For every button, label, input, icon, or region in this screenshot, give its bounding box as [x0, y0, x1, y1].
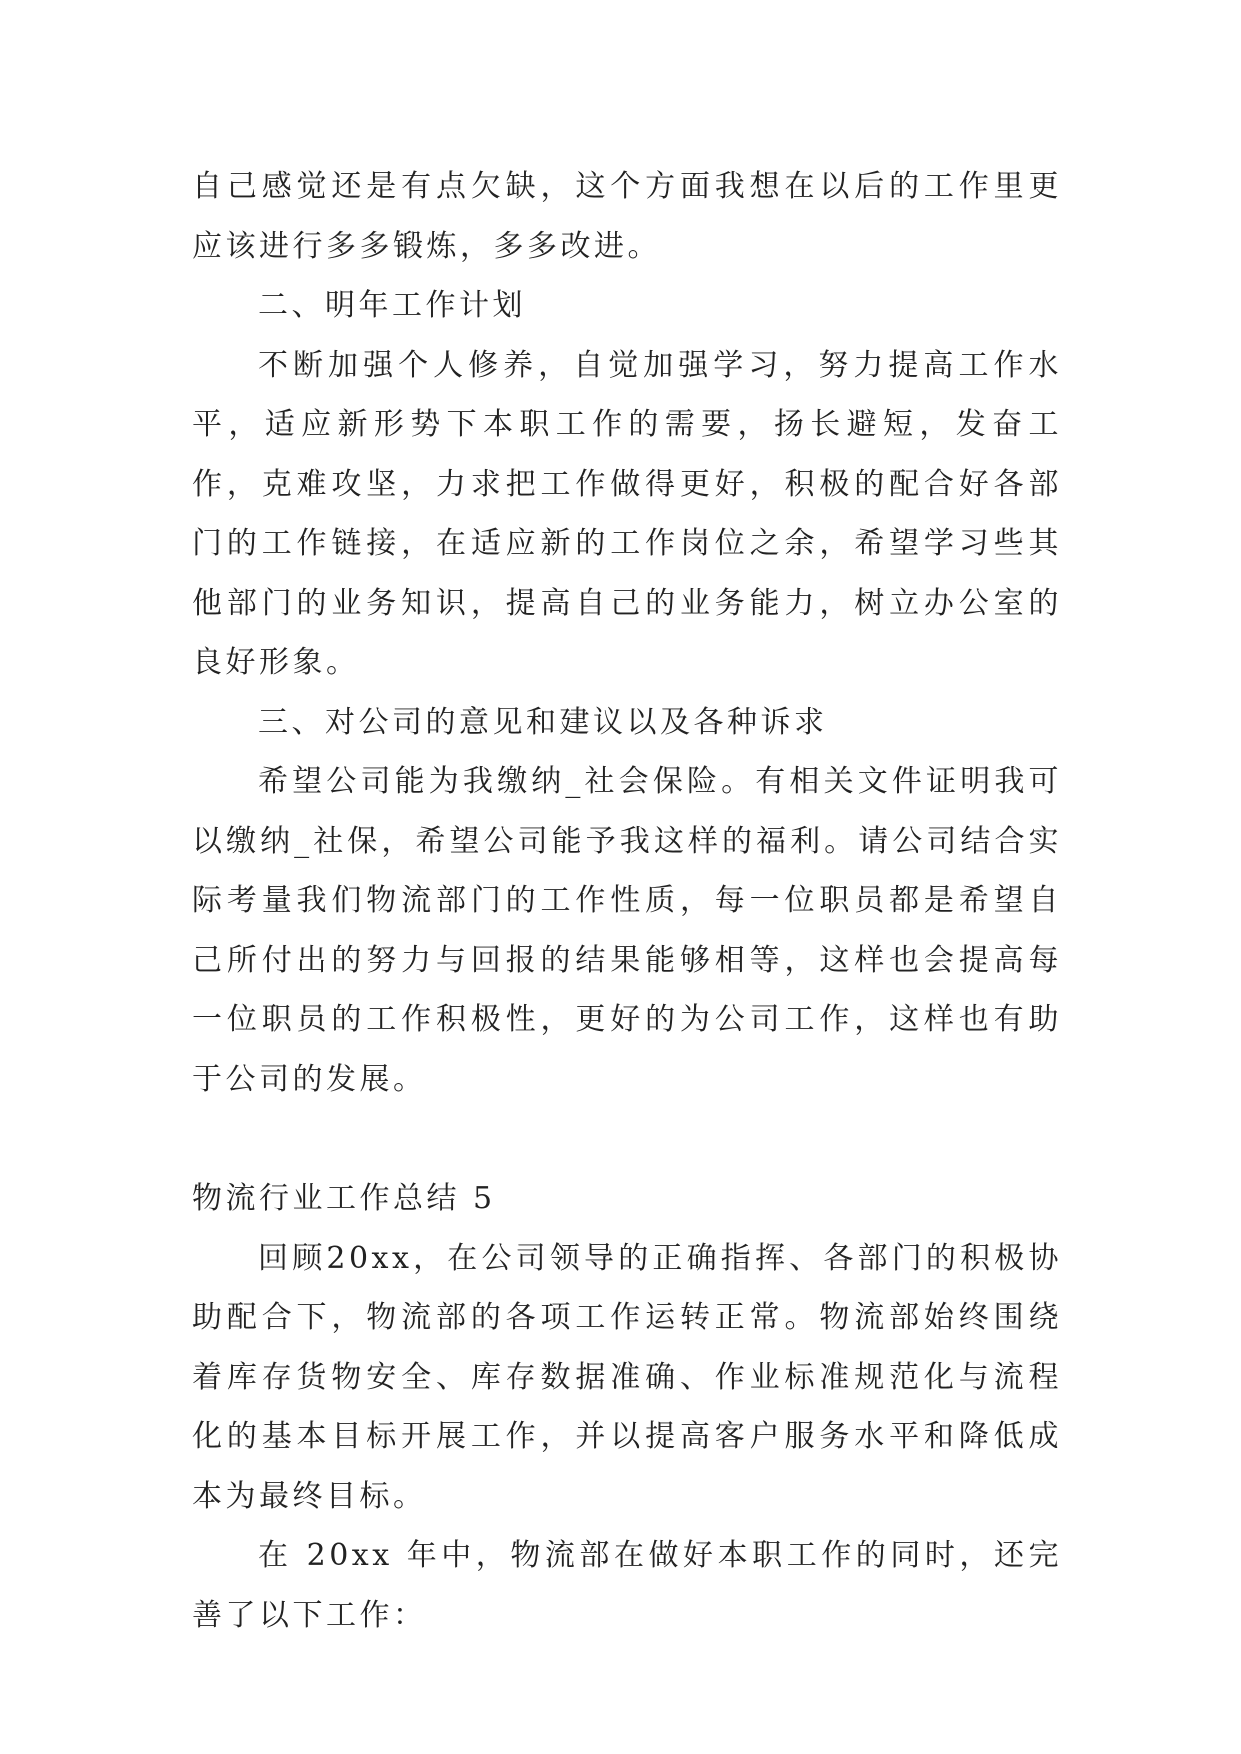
section-title: 物流行业工作总结 5 — [192, 1181, 496, 1216]
document-body — [192, 157, 1062, 1645]
paragraph-review: 回顾20xx，在公司领导的正确指挥、各部门的积极协助配合下，物流部的各项工作运转正常。物流部始终围绕着库存货物安全、库存数据准确、作业标准规范化与流程化的基本目标开展工作，并以提高客户服务水平和降低成本为最终目标。 — [192, 1240, 1062, 1514]
heading-next-year-plan: 二、明年工作计划 — [258, 288, 526, 323]
heading-suggestions: 三、对公司的意见和建议以及各种诉求 — [258, 704, 828, 740]
paragraph-plan: 不断加强个人修养，自觉加强学习，努力提高工作水平，适应新形势下本职工作的需要，扬长避短，发奋工作，克难攻坚，力求把工作做得更好，积极的配合好各部门的工作链接，在适应新的工作岗位之余，希望学习些其他部门的业务知识，提高自己的业务能力，树立办公室的良好形象。 — [192, 347, 1062, 680]
paragraph-improvements: 在 20xx 年中，物流部在做好本职工作的同时，还完善了以下工作： — [192, 1538, 1062, 1633]
paragraph-continuation: 自己感觉还是有点欠缺，这个方面我想在以后的工作里更应该进行多多锻炼，多多改进。 — [192, 169, 1062, 264]
paragraph-suggestions: 希望公司能为我缴纳_社会保险。有相关文件证明我可以缴纳_社保，希望公司能予我这样的福利。请公司结合实际考量我们物流部门的工作性质，每一位职员都是希望自己所付出的努力与回报的结果能够相等，这样也会提高每一位职员的工作积极性，更好的为公司工作，这样也有助于公司的发展。 — [192, 764, 1062, 1097]
